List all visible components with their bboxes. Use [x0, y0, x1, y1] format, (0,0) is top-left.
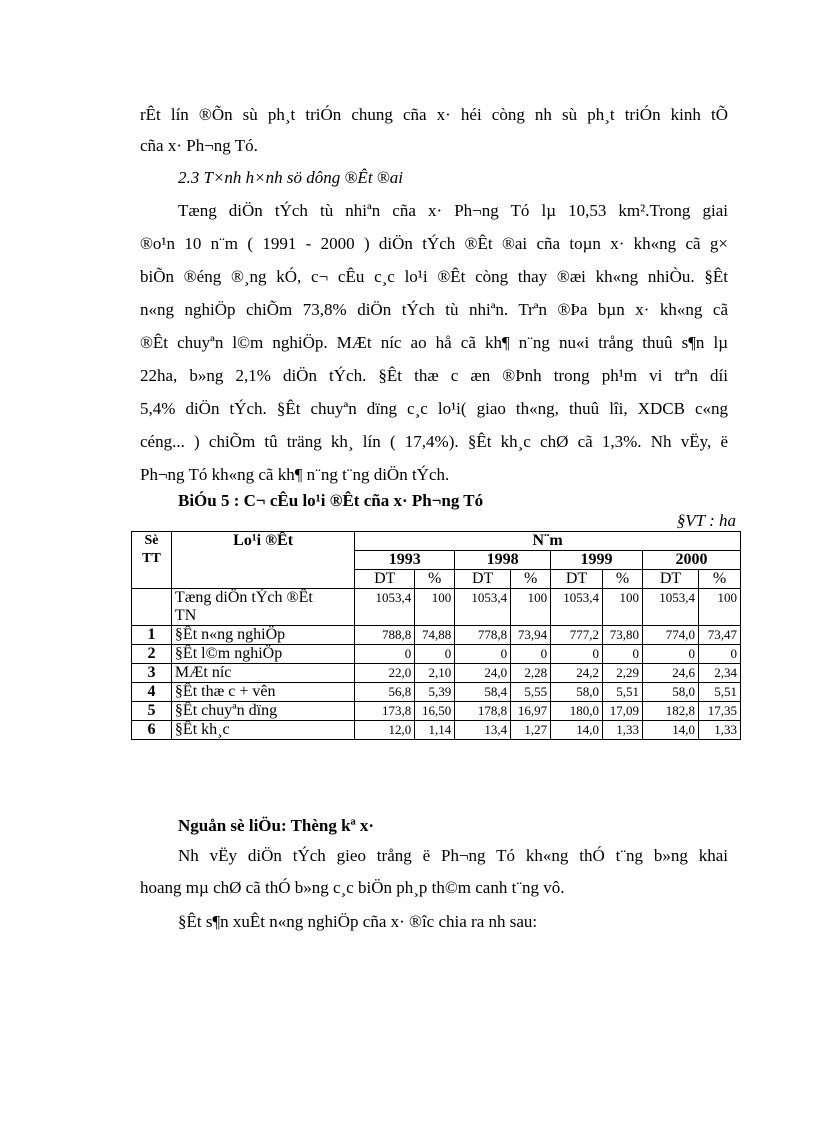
- table-cell: 12,0: [355, 721, 415, 740]
- table-cell: 100: [415, 589, 455, 626]
- land-type-header: Lo¹i ®Êt: [171, 532, 354, 589]
- table-cell: 13,4: [455, 721, 511, 740]
- table-cell: 0: [603, 645, 643, 664]
- table-cell: 58,4: [455, 683, 511, 702]
- table-cell: 73,47: [698, 626, 740, 645]
- table-cell: 58,0: [551, 683, 603, 702]
- paragraph-main-line-2: ®o¹n 10 n¨m ( 1991 - 2000 ) diÖn tÝch ®Êt ®ai cña toµn x· kh«ng cã g×: [140, 234, 728, 253]
- row-number: 4: [132, 683, 172, 702]
- table-cell: 777,2: [551, 626, 603, 645]
- table-cell: 1,27: [511, 721, 551, 740]
- land-type-name-part: TN: [174, 607, 197, 624]
- year-group-header: N¨m: [355, 532, 741, 551]
- land-type-name-part: §Êt kh¸c: [174, 721, 230, 738]
- sub-header: %: [415, 570, 455, 589]
- table-cell: 1053,4: [455, 589, 511, 626]
- paragraph-main-line-5: ®Êt chuyªn l©m nghiÖp. MÆt níc ao hå cã kh¶ n¨ng nu«i trång thuû s¶n lµ: [140, 333, 728, 352]
- row-number: 3: [132, 664, 172, 683]
- table-cell: 1053,4: [643, 589, 699, 626]
- row-number: 6: [132, 721, 172, 740]
- paragraph-after-line-1: Nh vËy diÖn tÝch gieo trång ë Ph¬ng Tó kh«ng thÓ t¨ng b»ng khai: [178, 846, 728, 865]
- land-type-name-part: MÆt níc: [174, 664, 232, 681]
- year-header-1993: 1993: [355, 551, 455, 570]
- table-cell: 2,28: [511, 664, 551, 683]
- paragraph-main-line-7: 5,4% diÖn tÝch. §Êt chuyªn dïng c¸c lo¹i( giao th«ng, thuû lîi, XDCB c«ng: [140, 399, 728, 418]
- paragraph-after-line-2: hoang mµ chØ cã thÓ b»ng c¸c biÖn ph¸p th©m canh t¨ng vô.: [140, 878, 565, 897]
- table-cell: 1,14: [415, 721, 455, 740]
- table-cell: 0: [455, 645, 511, 664]
- paragraph-main-line-3: biÕn ®éng ®¸ng kÓ, c¬ cÊu c¸c lo¹i ®Êt còng thay ®æi kh«ng nhiÒu. §Êt: [140, 267, 728, 286]
- year-header-2000: 2000: [643, 551, 741, 570]
- sub-header: %: [603, 570, 643, 589]
- paragraph-main-line-8: céng... ) chiÕm tû träng kh¸ lín ( 17,4%). §Êt kh¸c chØ cã 1,3%. Nh vËy, ë: [140, 432, 728, 451]
- table-cell: 788,8: [355, 626, 415, 645]
- table-cell: 16,97: [511, 702, 551, 721]
- paragraph-main-line-6: 22ha, b»ng 2,1% diÖn tÝch. §Êt thæ c æn ®Þnh trong ph¹m vi trªn díi: [140, 366, 728, 385]
- land-type-name: [171, 626, 354, 645]
- table-cell: 5,51: [603, 683, 643, 702]
- stt-header-line-2: TT: [142, 551, 161, 566]
- table-cell: 58,0: [643, 683, 699, 702]
- table-cell: 74,88: [415, 626, 455, 645]
- table-cell: 1053,4: [551, 589, 603, 626]
- table-cell: 0: [551, 645, 603, 664]
- table-cell: 5,55: [511, 683, 551, 702]
- table-row: [132, 626, 741, 645]
- table-cell: 5,39: [415, 683, 455, 702]
- paragraph-last: §Êt s¶n xuÊt n«ng nghiÖp cña x· ®îc chia ra nh sau:: [178, 912, 538, 931]
- table-row: [132, 664, 741, 683]
- table-cell: 2,29: [603, 664, 643, 683]
- table-cell: 14,0: [643, 721, 699, 740]
- table-cell: 2,10: [415, 664, 455, 683]
- year-header-1999: 1999: [551, 551, 643, 570]
- table-cell: 56,8: [355, 683, 415, 702]
- table-cell: 24,6: [643, 664, 699, 683]
- table-cell: 22,0: [355, 664, 415, 683]
- table-cell: 0: [643, 645, 699, 664]
- sub-header: DT: [355, 570, 415, 589]
- table-cell: 16,50: [415, 702, 455, 721]
- land-type-name-part: §Êt n«ng nghiÖp: [174, 626, 286, 643]
- table-cell: 774,0: [643, 626, 699, 645]
- land-type-name-part: Tæng diÖn tÝch ®Êt: [174, 589, 313, 606]
- sub-header: DT: [643, 570, 699, 589]
- land-type-name: [171, 589, 354, 626]
- paragraph-main-line-9: Ph¬ng Tó kh«ng cã kh¶ n¨ng t¨ng diÖn tÝch.: [140, 465, 450, 484]
- sub-header: DT: [551, 570, 603, 589]
- land-type-name-part: §Êt thæ c + vên: [174, 683, 276, 700]
- land-type-name: [171, 645, 354, 664]
- section-heading: 2.3 T×nh h×nh sö dông ®Êt ®ai: [178, 168, 403, 187]
- land-type-name: [171, 721, 354, 740]
- table-row: [132, 702, 741, 721]
- table-body: [132, 589, 741, 740]
- table-cell: 0: [698, 645, 740, 664]
- paragraph-top-line-1: rÊt lín ®Õn sù ph¸t triÓn chung cña x· héi còng nh sù ph¸t triÓn kinh tÕ: [140, 105, 728, 124]
- table-row: [132, 721, 741, 740]
- table-cell: 1,33: [603, 721, 643, 740]
- table-cell: 17,09: [603, 702, 643, 721]
- land-type-name: [171, 702, 354, 721]
- table-cell: 73,80: [603, 626, 643, 645]
- table-cell: 778,8: [455, 626, 511, 645]
- land-type-name-part: §Êt chuyªn dïng: [174, 702, 278, 719]
- row-number: 2: [132, 645, 172, 664]
- paragraph-top-line-2: cña x· Ph¬ng Tó.: [140, 136, 258, 155]
- table-row: [132, 589, 741, 626]
- table-unit: §VT : ha: [676, 511, 736, 530]
- table-cell: 17,35: [698, 702, 740, 721]
- table-cell: 5,51: [698, 683, 740, 702]
- table-cell: 0: [355, 645, 415, 664]
- table-cell: 24,0: [455, 664, 511, 683]
- table-row: [132, 645, 741, 664]
- table-cell: 1053,4: [355, 589, 415, 626]
- land-type-name: [171, 664, 354, 683]
- land-type-name-part: §Êt l©m nghiÖp: [174, 645, 283, 662]
- table-cell: 73,94: [511, 626, 551, 645]
- table-row: [132, 683, 741, 702]
- row-number: [132, 589, 172, 626]
- source-line: Nguån sè liÖu: Thèng kª x·: [178, 816, 375, 835]
- table-cell: 24,2: [551, 664, 603, 683]
- table-cell: 182,8: [643, 702, 699, 721]
- table-cell: 180,0: [551, 702, 603, 721]
- stt-header-line-1: Sè: [144, 533, 159, 548]
- table-cell: 100: [511, 589, 551, 626]
- table-cell: 100: [698, 589, 740, 626]
- table-cell: 178,8: [455, 702, 511, 721]
- row-number: 5: [132, 702, 172, 721]
- table-cell: 1,33: [698, 721, 740, 740]
- sub-header: DT: [455, 570, 511, 589]
- table-cell: 2,34: [698, 664, 740, 683]
- sub-header: %: [511, 570, 551, 589]
- row-number: 1: [132, 626, 172, 645]
- year-header-1998: 1998: [455, 551, 551, 570]
- paragraph-main-line-4: n«ng nghiÖp chiÕm 73,8% diÖn tÝch tù nhiªn. Trªn ®Þa bµn x· kh«ng cã: [140, 300, 728, 319]
- table-cell: 0: [415, 645, 455, 664]
- land-type-name: [171, 683, 354, 702]
- table-title: BiÓu 5 : C¬ cÊu lo¹i ®Êt cña x· Ph¬ng Tó: [178, 491, 484, 510]
- table-cell: 100: [603, 589, 643, 626]
- paragraph-main-line-1: Tæng diÖn tÝch tù nhiªn cña x· Ph¬ng Tó lµ 10,53 km².Trong giai: [178, 201, 728, 220]
- sub-header: %: [698, 570, 740, 589]
- table-cell: 14,0: [551, 721, 603, 740]
- table-cell: 173,8: [355, 702, 415, 721]
- land-use-table: [131, 531, 741, 740]
- table-cell: 0: [511, 645, 551, 664]
- stt-header: [132, 532, 172, 589]
